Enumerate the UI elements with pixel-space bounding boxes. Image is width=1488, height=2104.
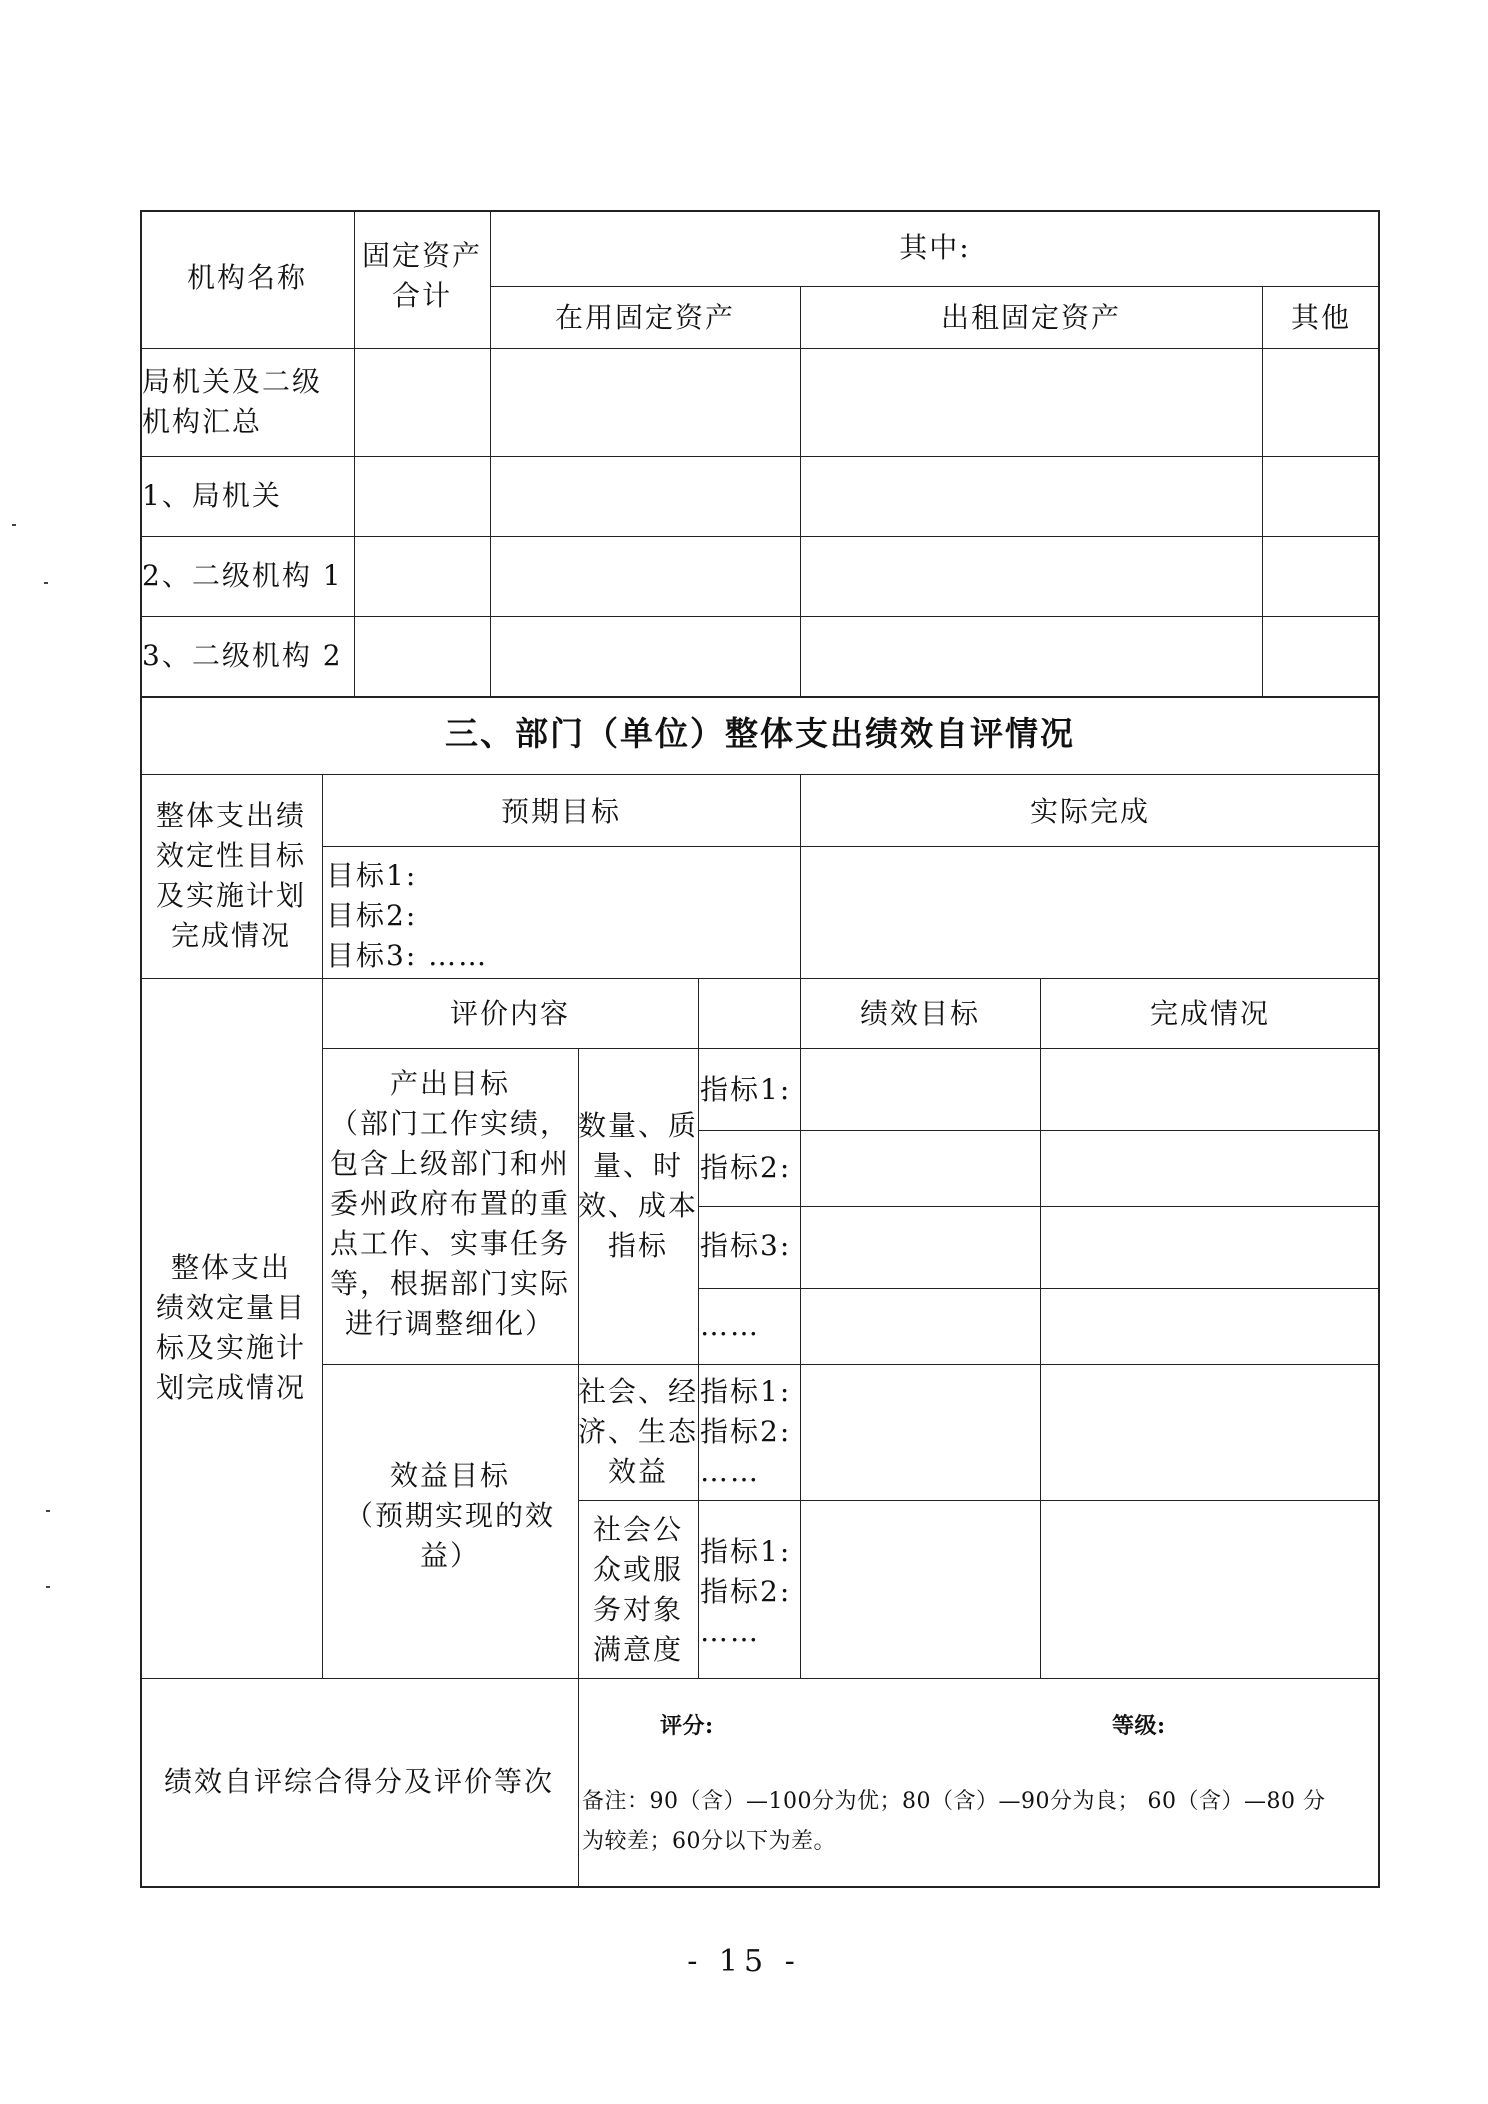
target-1: 目标1: [326, 859, 418, 892]
page-number: - 15 - [687, 1944, 801, 1979]
scan-speck [46, 1510, 50, 1512]
qual-label-4: 完成情况 [170, 919, 291, 952]
benefit-line-3: 益） [419, 1539, 480, 1572]
output-line-2: （部门工作实绩， [329, 1107, 570, 1140]
quant-label-2: 绩效定量目 [155, 1291, 306, 1324]
row-summary-line2: 机构汇总 [142, 405, 263, 438]
benefit-sub1-1: 社会、经 [578, 1375, 699, 1408]
benefit-sub2-1: 社会公 [592, 1513, 683, 1546]
output-line-1: 产出目标 [389, 1067, 510, 1100]
col-rented: 出租固定资产 [940, 301, 1121, 334]
grade-field-label: 等级: [1112, 1713, 1166, 1739]
quant-label-3: 标及实施计 [155, 1331, 306, 1364]
col-completion: 完成情况 [1149, 997, 1270, 1030]
benefit-sub1-2: 济、生态 [578, 1415, 699, 1448]
benefit-sub1-indicator-2: 指标2: [700, 1415, 792, 1448]
benefit-sub1-indicator-1: 指标1: [700, 1375, 792, 1408]
benefit-sub2-indicator-2: 指标2: [700, 1575, 792, 1608]
output-line-6: 等，根据部门实际 [329, 1267, 570, 1300]
qual-label-2: 效定性目标 [155, 839, 306, 872]
output-indicator-4: …… [700, 1309, 760, 1342]
qual-label-1: 整体支出绩 [155, 799, 306, 832]
col-expected: 预期目标 [500, 795, 621, 828]
col-other: 其他 [1290, 301, 1351, 334]
output-indicator-1: 指标1: [700, 1073, 792, 1106]
score-field-label: 评分: [660, 1713, 714, 1739]
output-indicator-2: 指标2: [700, 1151, 792, 1184]
output-line-7: 进行调整细化） [344, 1307, 555, 1340]
row-bureau: 1、局机关 [142, 479, 282, 512]
col-of-which: 其中: [899, 231, 971, 264]
col-perf-target: 绩效目标 [859, 997, 980, 1030]
col-in-use: 在用固定资产 [554, 301, 735, 334]
output-sub-3: 效、成本 [578, 1189, 699, 1222]
row-sub-org-1: 2、二级机构 1 [142, 559, 343, 592]
benefit-sub1-3: 效益 [607, 1455, 668, 1488]
row-summary-line1: 局机关及二级 [142, 365, 323, 398]
scan-speck [46, 1586, 50, 1588]
output-sub-1: 数量、质 [578, 1109, 699, 1142]
output-sub-2: 量、时 [592, 1149, 683, 1182]
benefit-sub2-2: 众或服 [592, 1553, 683, 1586]
target-3: 目标3: …… [326, 939, 489, 972]
benefit-line-1: 效益目标 [389, 1459, 510, 1492]
output-line-3: 包含上级部门和州 [329, 1147, 570, 1180]
scan-speck [44, 582, 48, 584]
benefit-sub2-4: 满意度 [592, 1633, 683, 1666]
benefit-sub2-3: 务对象 [592, 1593, 683, 1626]
qual-label-3: 及实施计划 [155, 879, 306, 912]
score-note-line1: 备注：90（含）—100分为优；80（含）—90分为良； 60（含）—80 分 [582, 1789, 1326, 1814]
quant-label-1: 整体支出 [170, 1251, 291, 1284]
scan-speck [12, 524, 16, 526]
target-2: 目标2: [326, 899, 418, 932]
score-label: 绩效自评综合得分及评价等次 [163, 1765, 554, 1798]
output-sub-4: 指标 [607, 1229, 668, 1262]
col-actual: 实际完成 [1029, 795, 1150, 828]
output-indicator-3: 指标3: [700, 1229, 792, 1262]
benefit-line-2: （预期实现的效 [344, 1499, 555, 1532]
col-eval-content: 评价内容 [449, 997, 570, 1030]
col-org-name: 机构名称 [186, 261, 307, 294]
benefit-sub1-indicator-3: …… [700, 1455, 760, 1488]
score-note-line2: 为较差；60分以下为差。 [582, 1829, 836, 1854]
row-sub-org-2: 3、二级机构 2 [142, 639, 343, 672]
quant-label-4: 划完成情况 [155, 1371, 306, 1404]
output-line-5: 点工作、实事任务 [329, 1227, 570, 1260]
benefit-sub2-indicator-3: …… [700, 1615, 760, 1648]
output-line-4: 委州政府布置的重 [329, 1187, 570, 1220]
benefit-sub2-indicator-1: 指标1: [700, 1535, 792, 1568]
section-title: 三、部门（单位）整体支出绩效自评情况 [445, 714, 1075, 753]
col-total-line2: 合计 [391, 279, 452, 312]
col-total-line1: 固定资产 [361, 239, 482, 272]
